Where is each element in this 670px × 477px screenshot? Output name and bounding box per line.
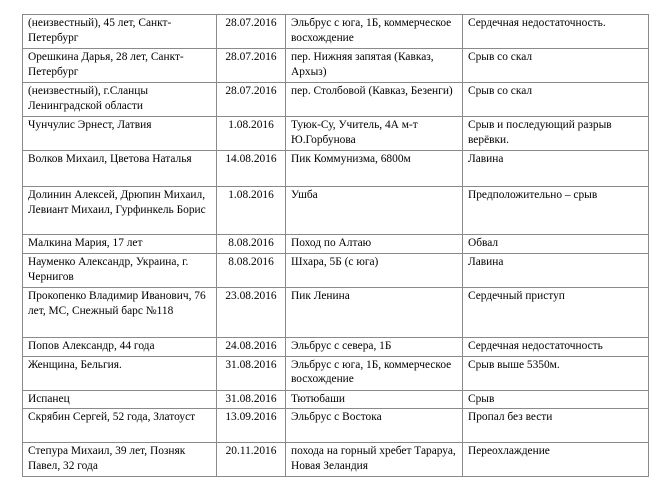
cell-route: Пик Коммунизма, 6800м <box>286 151 463 187</box>
cell-person: Чунчулис Эрнест, Латвия <box>23 117 217 151</box>
cell-person: Прокопенко Владимир Иванович, 76 лет, МС, Снежный барс №118 <box>23 287 217 337</box>
cell-date: 1.08.2016 <box>217 187 286 235</box>
table-row <box>23 356 649 390</box>
cell-route: Тютюбаши <box>286 390 463 409</box>
table-row <box>23 443 649 477</box>
cell-date: 8.08.2016 <box>217 253 286 287</box>
cell-person: Испанец <box>23 390 217 409</box>
cell-route: пер. Нижняя запятая (Кавказ, Архыз) <box>286 49 463 83</box>
cell-route: Поход по Алтаю <box>286 235 463 254</box>
cell-person: (неизвестный), г.Сланцы Ленинградской области <box>23 83 217 117</box>
cell-date: 20.11.2016 <box>217 443 286 477</box>
table-row <box>23 49 649 83</box>
cell-cause: Лавина <box>463 253 649 287</box>
cell-route: похода на горный хребет Тараруа, Новая Зеландия <box>286 443 463 477</box>
cell-cause: Срыв со скал <box>463 49 649 83</box>
table-row <box>23 390 649 409</box>
cell-date: 28.07.2016 <box>217 15 286 49</box>
cell-cause: Срыв и последующий разрыв верёвки. <box>463 117 649 151</box>
cell-date: 24.08.2016 <box>217 337 286 356</box>
cell-person: Орешкина Дарья, 28 лет, Санкт-Петербург <box>23 49 217 83</box>
cell-cause: Срыв со скал <box>463 83 649 117</box>
table-row <box>23 187 649 235</box>
cell-route: Эльбрус с Востока <box>286 409 463 443</box>
cell-date: 8.08.2016 <box>217 235 286 254</box>
incidents-table-body <box>23 15 649 477</box>
cell-person: Долинин Алексей, Дрюпин Михаил, Левиант Михаил, Гурфинкель Борис <box>23 187 217 235</box>
cell-cause: Срыв выше 5350м. <box>463 356 649 390</box>
cell-cause: Пропал без вести <box>463 409 649 443</box>
cell-route: Ушба <box>286 187 463 235</box>
table-row <box>23 151 649 187</box>
cell-person: Малкина Мария, 17 лет <box>23 235 217 254</box>
table-row <box>23 337 649 356</box>
cell-person: Степура Михаил, 39 лет, Позняк Павел, 32 года <box>23 443 217 477</box>
cell-cause: Сердечный приступ <box>463 287 649 337</box>
table-row <box>23 287 649 337</box>
cell-date: 1.08.2016 <box>217 117 286 151</box>
cell-route: Туюк-Су, Учитель, 4А м-т Ю.Горбунова <box>286 117 463 151</box>
cell-cause: Переохлаждение <box>463 443 649 477</box>
cell-cause: Сердечная недостаточность. <box>463 15 649 49</box>
cell-cause: Срыв <box>463 390 649 409</box>
cell-cause: Лавина <box>463 151 649 187</box>
incidents-table <box>22 14 649 477</box>
cell-date: 28.07.2016 <box>217 49 286 83</box>
cell-cause: Предположительно – срыв <box>463 187 649 235</box>
table-row <box>23 235 649 254</box>
cell-cause: Обвал <box>463 235 649 254</box>
cell-cause: Сердечная недостаточность <box>463 337 649 356</box>
cell-date: 28.07.2016 <box>217 83 286 117</box>
table-row <box>23 83 649 117</box>
cell-route: Эльбрус с севера, 1Б <box>286 337 463 356</box>
cell-date: 31.08.2016 <box>217 356 286 390</box>
cell-person: Волков Михаил, Цветова Наталья <box>23 151 217 187</box>
cell-person: Женщина, Бельгия. <box>23 356 217 390</box>
cell-route: пер. Столбовой (Кавказ, Безенги) <box>286 83 463 117</box>
cell-route: Пик Ленина <box>286 287 463 337</box>
cell-person: Науменко Александр, Украина, г. Чернигов <box>23 253 217 287</box>
cell-person: Скрябин Сергей, 52 года, Златоуст <box>23 409 217 443</box>
table-row <box>23 253 649 287</box>
table-row <box>23 15 649 49</box>
cell-route: Эльбрус с юга, 1Б, коммерческое восхождение <box>286 15 463 49</box>
table-row <box>23 117 649 151</box>
cell-date: 14.08.2016 <box>217 151 286 187</box>
cell-person: (неизвестный), 45 лет, Санкт-Петербург <box>23 15 217 49</box>
cell-date: 13.09.2016 <box>217 409 286 443</box>
cell-person: Попов Александр, 44 года <box>23 337 217 356</box>
cell-date: 23.08.2016 <box>217 287 286 337</box>
cell-route: Шхара, 5Б (с юга) <box>286 253 463 287</box>
cell-date: 31.08.2016 <box>217 390 286 409</box>
incidents-table-container <box>22 14 648 477</box>
table-row <box>23 409 649 443</box>
cell-route: Эльбрус с юга, 1Б, коммерческое восхождение <box>286 356 463 390</box>
